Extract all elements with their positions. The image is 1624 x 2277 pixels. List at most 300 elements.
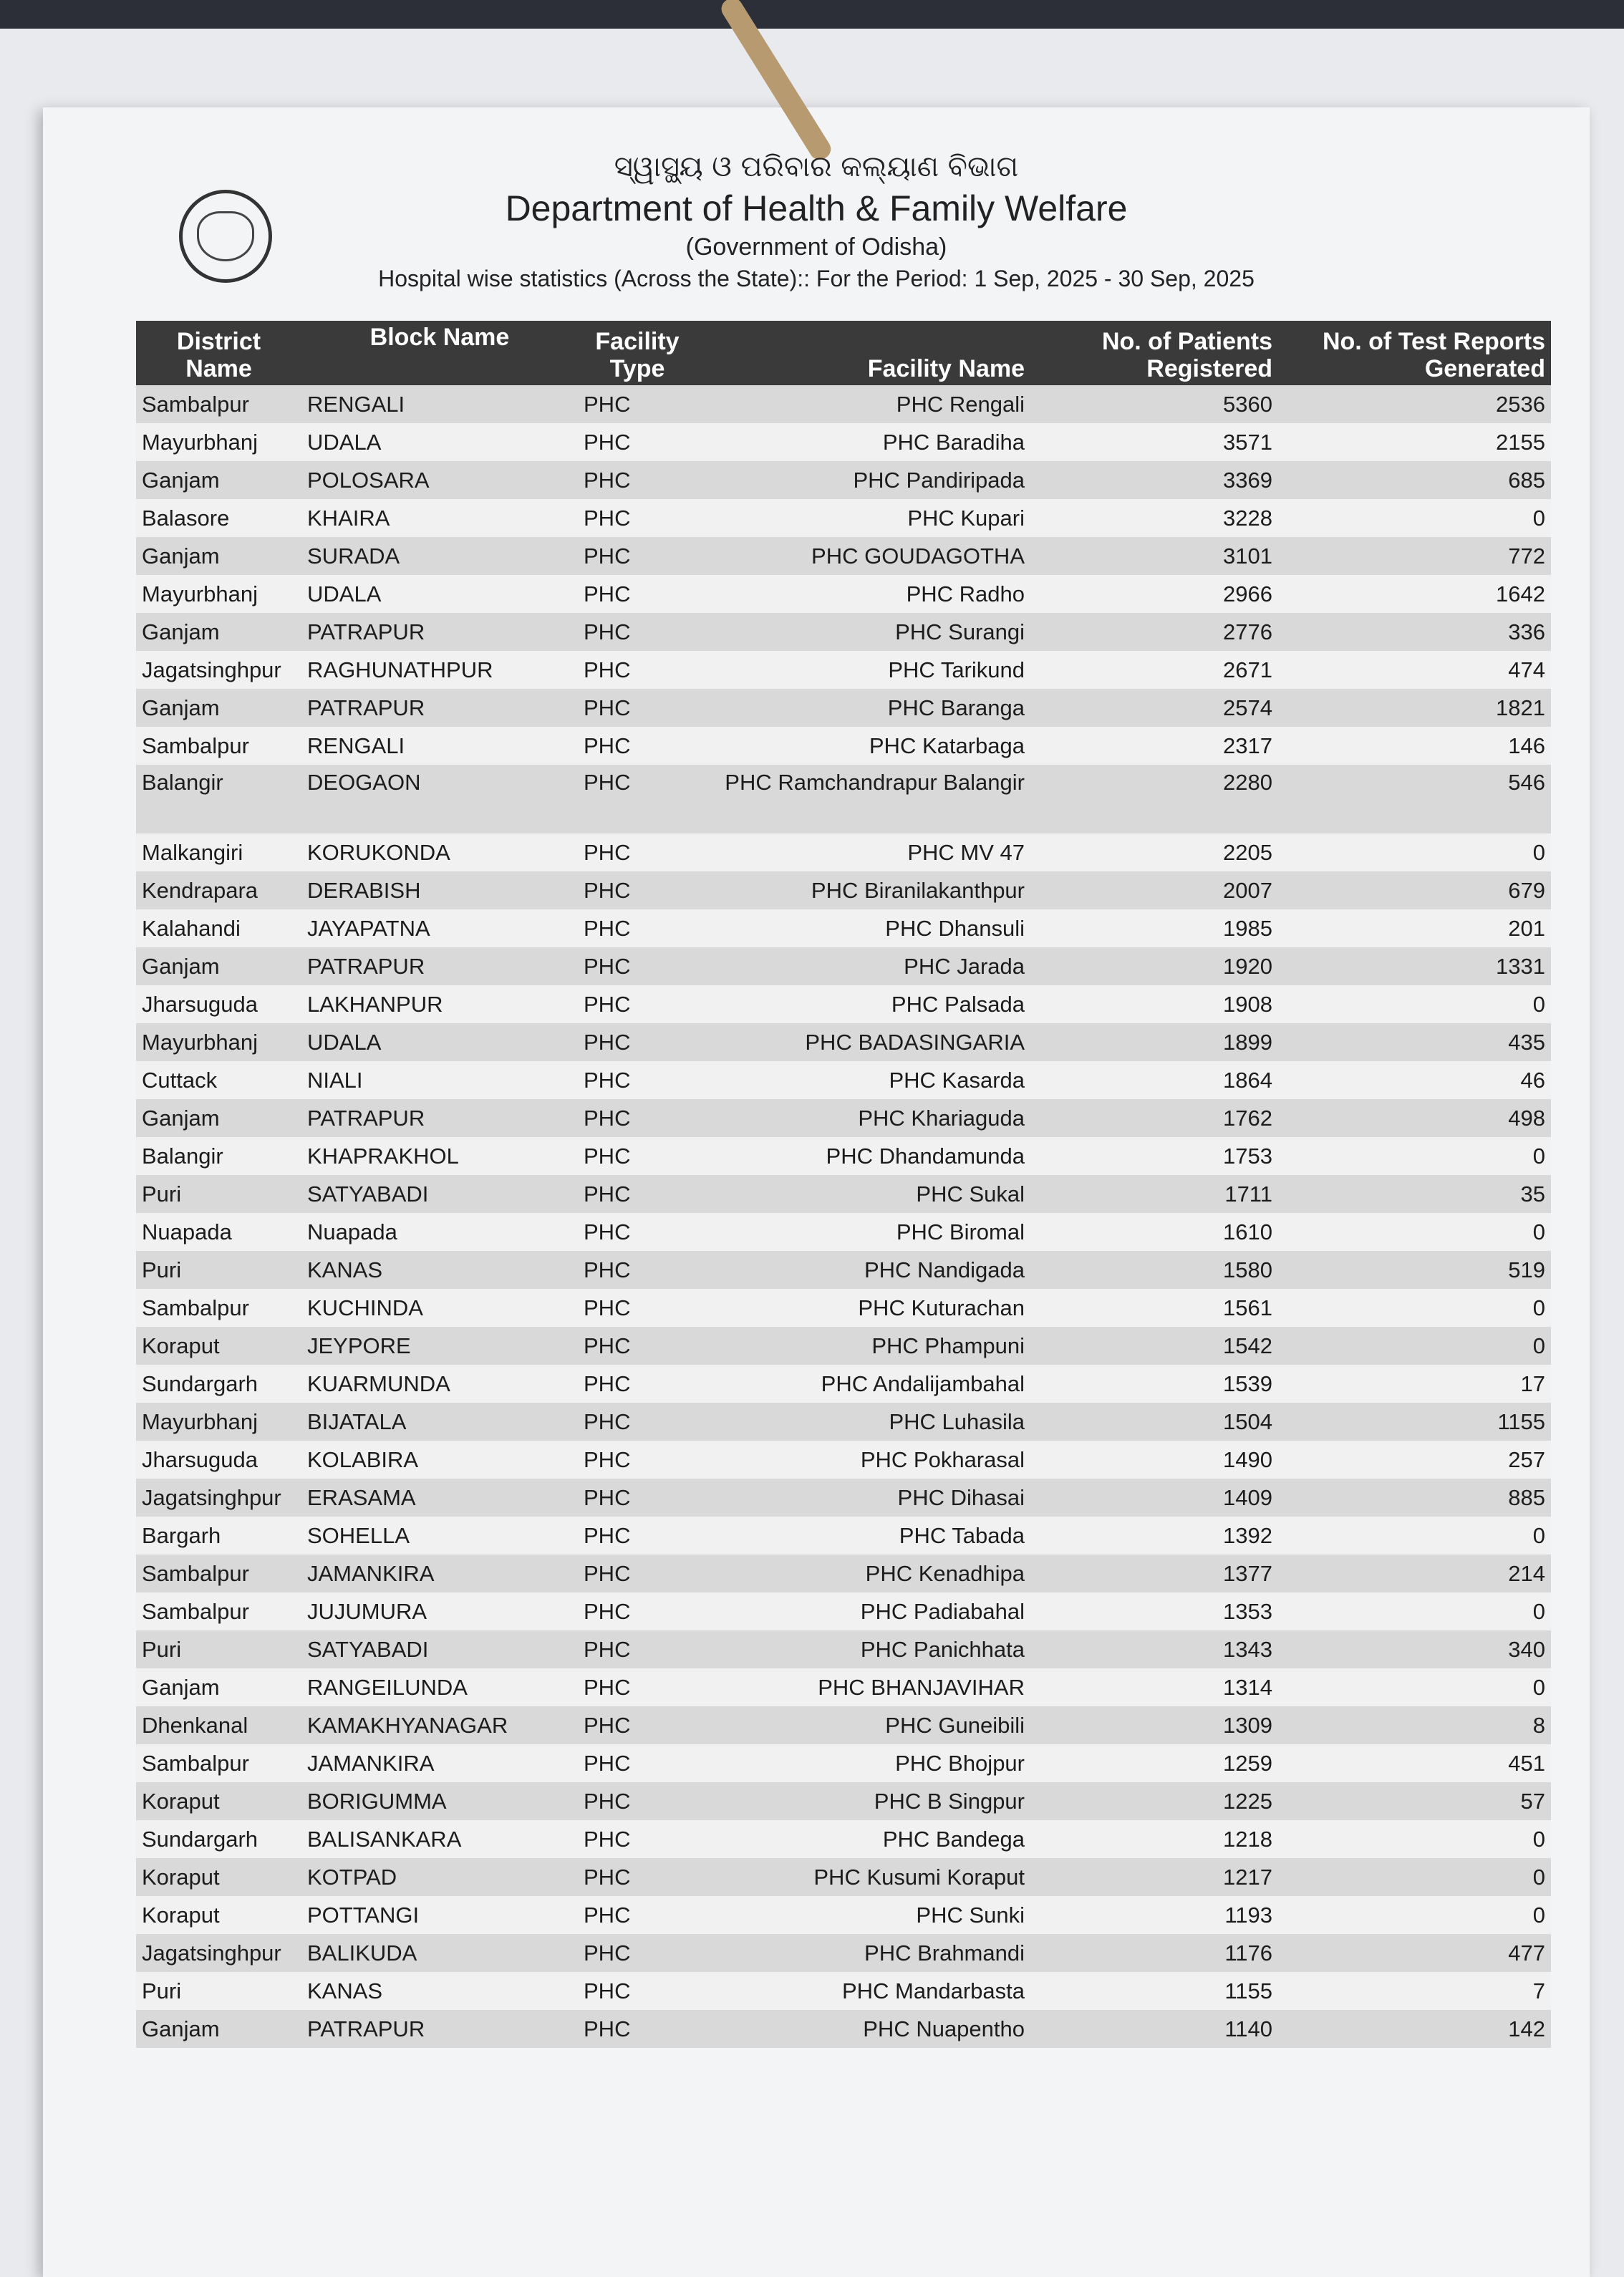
- cell-reports: 477: [1278, 1934, 1551, 1972]
- cell-reports: 0: [1278, 499, 1551, 537]
- cell-block: ERASAMA: [301, 1479, 578, 1517]
- table-row: [136, 1782, 1551, 1820]
- cell-block: SATYABADI: [301, 1630, 578, 1668]
- cell-facility-name: PHC Kupari: [697, 499, 1030, 537]
- cell-reports: 2155: [1278, 423, 1551, 461]
- cell-patients: 1580: [1030, 1251, 1278, 1289]
- cell-patients: 1864: [1030, 1061, 1278, 1099]
- cell-district: Koraput: [136, 1327, 301, 1365]
- cell-facility-type: PHC: [578, 1175, 697, 1213]
- cell-reports: 546: [1278, 765, 1551, 833]
- table-row: [136, 947, 1551, 985]
- cell-reports: 474: [1278, 651, 1551, 689]
- cell-block: PATRAPUR: [301, 2010, 578, 2048]
- cell-facility-type: PHC: [578, 1327, 697, 1365]
- cell-facility-type: PHC: [578, 2010, 697, 2048]
- cell-facility-type: PHC: [578, 833, 697, 871]
- cell-block: KANAS: [301, 1251, 578, 1289]
- cell-facility-type: PHC: [578, 1365, 697, 1403]
- cell-district: Koraput: [136, 1782, 301, 1820]
- cell-facility-type: PHC: [578, 947, 697, 985]
- cell-district: Cuttack: [136, 1061, 301, 1099]
- cell-facility-type: PHC: [578, 1896, 697, 1934]
- department-title: Department of Health & Family Welfare: [505, 188, 1128, 228]
- table-row: [136, 1630, 1551, 1668]
- cell-facility-name: PHC Kasarda: [697, 1061, 1030, 1099]
- table-row: [136, 1213, 1551, 1251]
- table-row: [136, 1251, 1551, 1289]
- cell-district: Sambalpur: [136, 1289, 301, 1327]
- cell-district: Mayurbhanj: [136, 1403, 301, 1441]
- cell-reports: 336: [1278, 613, 1551, 651]
- cell-patients: 1353: [1030, 1592, 1278, 1630]
- table-row: [136, 461, 1551, 499]
- cell-district: Kalahandi: [136, 909, 301, 947]
- cell-facility-name: PHC Bandega: [697, 1820, 1030, 1858]
- table-row: [136, 1099, 1551, 1137]
- cell-facility-type: PHC: [578, 1403, 697, 1441]
- cell-patients: 1610: [1030, 1213, 1278, 1251]
- cell-reports: 0: [1278, 1820, 1551, 1858]
- table-row: [136, 1896, 1551, 1934]
- cell-facility-type: PHC: [578, 1820, 697, 1858]
- cell-reports: 0: [1278, 1213, 1551, 1251]
- cell-patients: 1908: [1030, 985, 1278, 1023]
- cell-district: Mayurbhanj: [136, 1023, 301, 1061]
- cell-reports: 0: [1278, 1327, 1551, 1365]
- cell-reports: 7: [1278, 1972, 1551, 2010]
- cell-patients: 2574: [1030, 689, 1278, 727]
- cell-facility-type: PHC: [578, 1744, 697, 1782]
- cell-facility-type: PHC: [578, 985, 697, 1023]
- table-row: [136, 1441, 1551, 1479]
- cell-reports: 0: [1278, 1858, 1551, 1896]
- cell-district: Sundargarh: [136, 1365, 301, 1403]
- cell-district: Koraput: [136, 1896, 301, 1934]
- col-facility-name: Facility Name: [697, 321, 1030, 385]
- cell-facility-name: PHC Nandigada: [697, 1251, 1030, 1289]
- table-row: [136, 985, 1551, 1023]
- table-row: [136, 909, 1551, 947]
- table-header-row: [136, 321, 1551, 385]
- cell-reports: 0: [1278, 1137, 1551, 1175]
- table-row: [136, 1555, 1551, 1592]
- cell-facility-type: PHC: [578, 1289, 697, 1327]
- table-row: [136, 833, 1551, 871]
- cell-district: Ganjam: [136, 689, 301, 727]
- cell-reports: 435: [1278, 1023, 1551, 1061]
- cell-block: BALISANKARA: [301, 1820, 578, 1858]
- table-row: [136, 1934, 1551, 1972]
- cell-district: Jagatsinghpur: [136, 1479, 301, 1517]
- cell-facility-name: PHC Nuapentho: [697, 2010, 1030, 2048]
- cell-patients: 3228: [1030, 499, 1278, 537]
- cell-patients: 1217: [1030, 1858, 1278, 1896]
- cell-facility-name: PHC Radho: [697, 575, 1030, 613]
- cell-block: KAMAKHYANAGAR: [301, 1706, 578, 1744]
- cell-reports: 46: [1278, 1061, 1551, 1099]
- cell-block: PATRAPUR: [301, 947, 578, 985]
- col-block-name: Block Name: [301, 321, 578, 385]
- cell-block: KOLABIRA: [301, 1441, 578, 1479]
- cell-district: Sambalpur: [136, 727, 301, 765]
- cell-block: UDALA: [301, 1023, 578, 1061]
- cell-reports: 1642: [1278, 575, 1551, 613]
- cell-district: Balasore: [136, 499, 301, 537]
- odia-title: ସ୍ୱାସ୍ଥ୍ୟ ଓ ପରିବାର କଲ୍ୟାଣ ବିଭାଗ: [614, 150, 1019, 183]
- cell-reports: 201: [1278, 909, 1551, 947]
- cell-block: PATRAPUR: [301, 1099, 578, 1137]
- table-row: [136, 2010, 1551, 2048]
- cell-reports: 0: [1278, 1668, 1551, 1706]
- cell-patients: 1899: [1030, 1023, 1278, 1061]
- cell-patients: 3369: [1030, 461, 1278, 499]
- table-row: [136, 1327, 1551, 1365]
- cell-district: Mayurbhanj: [136, 423, 301, 461]
- cell-facility-type: PHC: [578, 1099, 697, 1137]
- table-row: [136, 727, 1551, 765]
- cell-district: Bargarh: [136, 1517, 301, 1555]
- cell-reports: 57: [1278, 1782, 1551, 1820]
- cell-facility-name: PHC MV 47: [697, 833, 1030, 871]
- cell-district: Jharsuguda: [136, 985, 301, 1023]
- cell-reports: 257: [1278, 1441, 1551, 1479]
- cell-facility-name: PHC Pandiripada: [697, 461, 1030, 499]
- cell-block: UDALA: [301, 575, 578, 613]
- cell-reports: 451: [1278, 1744, 1551, 1782]
- cell-facility-type: PHC: [578, 1479, 697, 1517]
- cell-district: Sambalpur: [136, 1744, 301, 1782]
- cell-patients: 1392: [1030, 1517, 1278, 1555]
- cell-patients: 2280: [1030, 765, 1278, 833]
- cell-reports: 679: [1278, 871, 1551, 909]
- cell-block: KANAS: [301, 1972, 578, 2010]
- cell-patients: 1490: [1030, 1441, 1278, 1479]
- cell-reports: 0: [1278, 1896, 1551, 1934]
- cell-block: KORUKONDA: [301, 833, 578, 871]
- cell-facility-type: PHC: [578, 651, 697, 689]
- cell-patients: 1343: [1030, 1630, 1278, 1668]
- cell-block: LAKHANPUR: [301, 985, 578, 1023]
- table-row: [136, 575, 1551, 613]
- cell-facility-name: PHC Pokharasal: [697, 1441, 1030, 1479]
- cell-facility-name: PHC Padiabahal: [697, 1592, 1030, 1630]
- table-row: [136, 1137, 1551, 1175]
- cell-facility-name: PHC BHANJAVIHAR: [697, 1668, 1030, 1706]
- cell-block: JAMANKIRA: [301, 1555, 578, 1592]
- cell-district: Mayurbhanj: [136, 575, 301, 613]
- cell-patients: 1218: [1030, 1820, 1278, 1858]
- cell-facility-name: PHC Andalijambahal: [697, 1365, 1030, 1403]
- cell-district: Ganjam: [136, 2010, 301, 2048]
- cell-facility-name: PHC Biromal: [697, 1213, 1030, 1251]
- cell-reports: 214: [1278, 1555, 1551, 1592]
- cell-facility-type: PHC: [578, 461, 697, 499]
- table-row: [136, 1972, 1551, 2010]
- table-row: [136, 423, 1551, 461]
- cell-facility-name: PHC Kusumi Koraput: [697, 1858, 1030, 1896]
- report-period: Hospital wise statistics (Across the State):: For the Period: 1 Sep, 2025 - 30 Sep, 2025: [378, 266, 1255, 291]
- cell-patients: 2317: [1030, 727, 1278, 765]
- cell-reports: 0: [1278, 1517, 1551, 1555]
- cell-district: Jagatsinghpur: [136, 1934, 301, 1972]
- cell-block: POTTANGI: [301, 1896, 578, 1934]
- cell-district: Puri: [136, 1251, 301, 1289]
- cell-facility-type: PHC: [578, 1213, 697, 1251]
- cell-facility-type: PHC: [578, 499, 697, 537]
- cell-block: NIALI: [301, 1061, 578, 1099]
- cell-reports: 519: [1278, 1251, 1551, 1289]
- cell-patients: 1140: [1030, 2010, 1278, 2048]
- table-row: [136, 689, 1551, 727]
- cell-block: JEYPORE: [301, 1327, 578, 1365]
- col-test-reports: No. of Test Reports Generated: [1278, 321, 1551, 385]
- cell-district: Puri: [136, 1630, 301, 1668]
- cell-reports: 498: [1278, 1099, 1551, 1137]
- cell-patients: 1711: [1030, 1175, 1278, 1213]
- cell-facility-name: PHC Ramchandrapur Balangir: [697, 765, 1030, 833]
- cell-facility-name: PHC Luhasila: [697, 1403, 1030, 1441]
- cell-facility-type: PHC: [578, 537, 697, 575]
- cell-facility-name: PHC Khariaguda: [697, 1099, 1030, 1137]
- cell-block: BORIGUMMA: [301, 1782, 578, 1820]
- cell-reports: 0: [1278, 1592, 1551, 1630]
- cell-reports: 772: [1278, 537, 1551, 575]
- cell-facility-type: PHC: [578, 1630, 697, 1668]
- cell-facility-type: PHC: [578, 689, 697, 727]
- cell-district: Ganjam: [136, 613, 301, 651]
- table-row: [136, 1668, 1551, 1706]
- col-district-name: District Name: [136, 321, 301, 385]
- table-row: [136, 1517, 1551, 1555]
- cell-patients: 2671: [1030, 651, 1278, 689]
- cell-facility-type: PHC: [578, 871, 697, 909]
- cell-facility-type: PHC: [578, 1934, 697, 1972]
- cell-facility-type: PHC: [578, 1517, 697, 1555]
- cell-facility-name: PHC Sunki: [697, 1896, 1030, 1934]
- cell-patients: 1193: [1030, 1896, 1278, 1934]
- cell-facility-name: PHC Phampuni: [697, 1327, 1030, 1365]
- cell-block: BALIKUDA: [301, 1934, 578, 1972]
- cell-district: Sambalpur: [136, 1555, 301, 1592]
- cell-district: Ganjam: [136, 1668, 301, 1706]
- cell-facility-name: PHC Kuturachan: [697, 1289, 1030, 1327]
- cell-patients: 1377: [1030, 1555, 1278, 1592]
- cell-facility-type: PHC: [578, 613, 697, 651]
- cell-facility-type: PHC: [578, 1023, 697, 1061]
- cell-facility-name: PHC Surangi: [697, 613, 1030, 651]
- cell-facility-name: PHC B Singpur: [697, 1782, 1030, 1820]
- cell-block: SATYABADI: [301, 1175, 578, 1213]
- table-row: [136, 613, 1551, 651]
- cell-patients: 1259: [1030, 1744, 1278, 1782]
- table-row: [136, 1289, 1551, 1327]
- cell-patients: 1176: [1030, 1934, 1278, 1972]
- cell-reports: 8: [1278, 1706, 1551, 1744]
- cell-facility-name: PHC BADASINGARIA: [697, 1023, 1030, 1061]
- cell-patients: 2776: [1030, 613, 1278, 651]
- cell-facility-type: PHC: [578, 1668, 697, 1706]
- cell-block: KHAIRA: [301, 499, 578, 537]
- cell-block: RANGEILUNDA: [301, 1668, 578, 1706]
- table-row: [136, 1592, 1551, 1630]
- cell-facility-type: PHC: [578, 1555, 697, 1592]
- table-row: [136, 1744, 1551, 1782]
- cell-district: Ganjam: [136, 537, 301, 575]
- cell-district: Puri: [136, 1175, 301, 1213]
- cell-patients: 1920: [1030, 947, 1278, 985]
- table-row: [136, 651, 1551, 689]
- cell-patients: 2205: [1030, 833, 1278, 871]
- cell-facility-name: PHC Katarbaga: [697, 727, 1030, 765]
- cell-block: RAGHUNATHPUR: [301, 651, 578, 689]
- cell-facility-name: PHC Tarikund: [697, 651, 1030, 689]
- cell-patients: 3571: [1030, 423, 1278, 461]
- cell-reports: 2536: [1278, 385, 1551, 423]
- cell-facility-name: PHC Biranilakanthpur: [697, 871, 1030, 909]
- cell-district: Puri: [136, 1972, 301, 2010]
- cell-district: Sambalpur: [136, 1592, 301, 1630]
- cell-facility-name: PHC Kenadhipa: [697, 1555, 1030, 1592]
- cell-patients: 1539: [1030, 1365, 1278, 1403]
- cell-patients: 1225: [1030, 1782, 1278, 1820]
- cell-patients: 2007: [1030, 871, 1278, 909]
- cell-patients: 1309: [1030, 1706, 1278, 1744]
- cell-block: JUJUMURA: [301, 1592, 578, 1630]
- cell-reports: 0: [1278, 985, 1551, 1023]
- cell-facility-type: PHC: [578, 1858, 697, 1896]
- cell-facility-name: PHC Baranga: [697, 689, 1030, 727]
- cell-facility-type: PHC: [578, 1592, 697, 1630]
- cell-facility-type: PHC: [578, 423, 697, 461]
- cell-district: Jharsuguda: [136, 1441, 301, 1479]
- cell-facility-name: PHC Tabada: [697, 1517, 1030, 1555]
- cell-district: Ganjam: [136, 947, 301, 985]
- cell-patients: 1561: [1030, 1289, 1278, 1327]
- cell-facility-name: PHC Rengali: [697, 385, 1030, 423]
- cell-reports: 1331: [1278, 947, 1551, 985]
- cell-district: Balangir: [136, 765, 301, 833]
- table-row: [136, 1479, 1551, 1517]
- cell-facility-type: PHC: [578, 575, 697, 613]
- cell-reports: 0: [1278, 1289, 1551, 1327]
- cell-district: Malkangiri: [136, 833, 301, 871]
- col-facility-type: Facility Type: [578, 321, 697, 385]
- cell-district: Kendrapara: [136, 871, 301, 909]
- cell-block: SURADA: [301, 537, 578, 575]
- cell-facility-name: PHC Baradiha: [697, 423, 1030, 461]
- cell-facility-name: PHC GOUDAGOTHA: [697, 537, 1030, 575]
- cell-district: Ganjam: [136, 461, 301, 499]
- table-body: [136, 385, 1551, 2048]
- cell-patients: 1155: [1030, 1972, 1278, 2010]
- table-row: [136, 871, 1551, 909]
- table-row: [136, 1706, 1551, 1744]
- table-row: [136, 385, 1551, 423]
- cell-facility-type: PHC: [578, 1251, 697, 1289]
- cell-patients: 1753: [1030, 1137, 1278, 1175]
- cell-facility-name: PHC Jarada: [697, 947, 1030, 985]
- cell-patients: 1985: [1030, 909, 1278, 947]
- cell-block: RENGALI: [301, 385, 578, 423]
- cell-district: Ganjam: [136, 1099, 301, 1137]
- cell-block: JAYAPATNA: [301, 909, 578, 947]
- table-row: [136, 1023, 1551, 1061]
- cell-reports: 17: [1278, 1365, 1551, 1403]
- col-patients-registered: No. of Patients Registered: [1030, 321, 1278, 385]
- cell-facility-type: PHC: [578, 1137, 697, 1175]
- cell-reports: 146: [1278, 727, 1551, 765]
- cell-patients: 1314: [1030, 1668, 1278, 1706]
- cell-district: Dhenkanal: [136, 1706, 301, 1744]
- hospital-statistics-table: [136, 321, 1551, 2048]
- cell-reports: 885: [1278, 1479, 1551, 1517]
- cell-patients: 3101: [1030, 537, 1278, 575]
- cell-reports: 0: [1278, 833, 1551, 871]
- table-row: [136, 1365, 1551, 1403]
- cell-block: SOHELLA: [301, 1517, 578, 1555]
- cell-block: JAMANKIRA: [301, 1744, 578, 1782]
- cell-patients: 2966: [1030, 575, 1278, 613]
- cell-block: PATRAPUR: [301, 613, 578, 651]
- document-header: [165, 150, 1468, 292]
- cell-facility-type: PHC: [578, 385, 697, 423]
- cell-facility-type: PHC: [578, 1972, 697, 2010]
- cell-patients: 1409: [1030, 1479, 1278, 1517]
- cell-district: Nuapada: [136, 1213, 301, 1251]
- cell-patients: 1762: [1030, 1099, 1278, 1137]
- table-row: [136, 1820, 1551, 1858]
- cell-facility-type: PHC: [578, 765, 697, 833]
- cell-facility-name: PHC Bhojpur: [697, 1744, 1030, 1782]
- cell-block: RENGALI: [301, 727, 578, 765]
- cell-facility-name: PHC Dihasai: [697, 1479, 1030, 1517]
- cell-reports: 1155: [1278, 1403, 1551, 1441]
- cell-block: KOTPAD: [301, 1858, 578, 1896]
- cell-reports: 35: [1278, 1175, 1551, 1213]
- table-row: [136, 1403, 1551, 1441]
- cell-facility-type: PHC: [578, 1706, 697, 1744]
- government-subtitle: (Government of Odisha): [685, 233, 947, 261]
- cell-block: KUARMUNDA: [301, 1365, 578, 1403]
- cell-facility-type: PHC: [578, 909, 697, 947]
- cell-patients: 1542: [1030, 1327, 1278, 1365]
- cell-district: Jagatsinghpur: [136, 651, 301, 689]
- cell-patients: 5360: [1030, 385, 1278, 423]
- cell-facility-name: PHC Mandarbasta: [697, 1972, 1030, 2010]
- cell-facility-type: PHC: [578, 1441, 697, 1479]
- cell-facility-type: PHC: [578, 1061, 697, 1099]
- cell-district: Sambalpur: [136, 385, 301, 423]
- cell-district: Sundargarh: [136, 1820, 301, 1858]
- cell-patients: 1504: [1030, 1403, 1278, 1441]
- cell-facility-name: PHC Dhandamunda: [697, 1137, 1030, 1175]
- cell-facility-type: PHC: [578, 727, 697, 765]
- table-row: [136, 537, 1551, 575]
- cell-facility-name: PHC Palsada: [697, 985, 1030, 1023]
- cell-facility-name: PHC Dhansuli: [697, 909, 1030, 947]
- table-row: [136, 1061, 1551, 1099]
- cell-block: POLOSARA: [301, 461, 578, 499]
- cell-facility-name: PHC Guneibili: [697, 1706, 1030, 1744]
- cell-reports: 685: [1278, 461, 1551, 499]
- cell-facility-name: PHC Panichhata: [697, 1630, 1030, 1668]
- cell-block: Nuapada: [301, 1213, 578, 1251]
- cell-reports: 142: [1278, 2010, 1551, 2048]
- cell-block: BIJATALA: [301, 1403, 578, 1441]
- table-row: [136, 499, 1551, 537]
- cell-block: DERABISH: [301, 871, 578, 909]
